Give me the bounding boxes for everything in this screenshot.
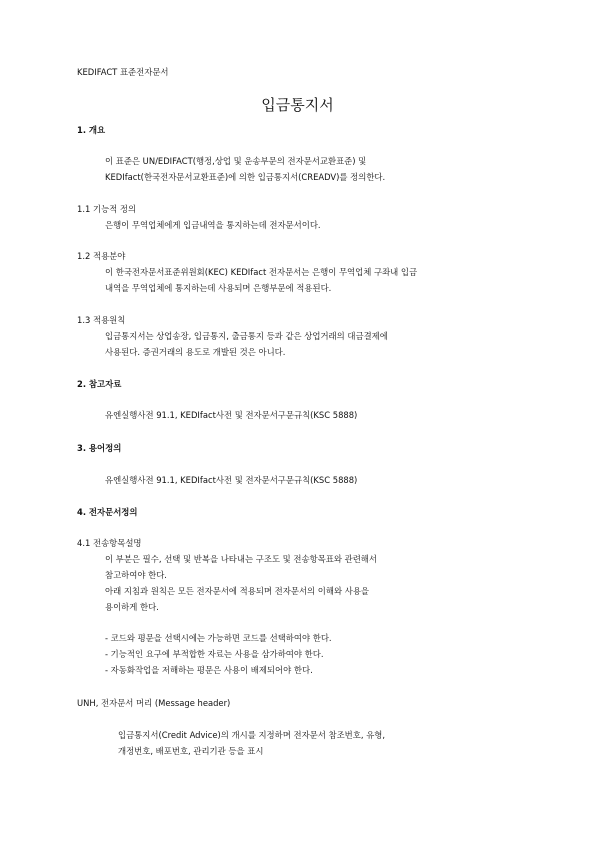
section-4-1-line-4: 용이하게 한다. — [105, 602, 159, 612]
section-1-1-line-1: 은행이 무역업체에게 입금내역을 통지하는데 전자문서이다. — [105, 220, 321, 230]
section-2-heading: 2. 참고자료 — [77, 379, 122, 389]
document-title: 입금통지서 — [261, 96, 334, 114]
section-1-2-line-2: 내역을 무역업체에 통지하는데 사용되며 은행부문에 적용된다. — [105, 283, 332, 293]
section-2-line-1: 유엔실행사전 91.1, KEDIfact사전 및 전자문서구문규칙(KSC 5888) — [105, 410, 358, 420]
section-4-1-heading: 4.1 전송항목설명 — [77, 538, 142, 548]
section-1-1-heading: 1.1 기능적 정의 — [77, 204, 137, 214]
section-4-1-line-1: 이 부분은 필수, 선택 및 반복을 나타내는 구조도 및 전송항목표와 관련해서 — [105, 554, 377, 564]
document-header: KEDIFACT 표준전자문서 — [77, 67, 169, 77]
section-4-1-line-3: 아래 지침과 원칙은 모든 전자문서에 적용되며 전자문서의 이해와 사용을 — [105, 586, 370, 596]
section-1-3-line-2: 사용된다. 증권거래의 용도로 개발된 것은 아니다. — [105, 347, 286, 357]
unh-heading: UNH, 전자문서 머리 (Message header) — [77, 698, 231, 708]
section-4-1-line-2: 참고하여야 한다. — [105, 570, 167, 580]
section-4-heading: 4. 전자문서정의 — [77, 507, 138, 517]
section-1-3-line-1: 입금통지서는 상업송장, 입금통지, 출금통지 등과 같은 상업거래의 대금결제에 — [105, 331, 388, 341]
bullet-item: - 코드와 평문을 선택시에는 가능하면 코드를 선택하여야 한다. — [105, 633, 332, 643]
section-3-heading: 3. 용어정의 — [77, 443, 122, 453]
section-1-2-heading: 1.2 적용분야 — [77, 251, 126, 261]
section-1-3-heading: 1.3 적용원칙 — [77, 315, 126, 325]
section-3-line-1: 유엔실행사전 91.1, KEDIfact사전 및 전자문서구문규칙(KSC 5888) — [105, 475, 358, 485]
section-1-line-1: 이 표준은 UN/EDIFACT(행정,상업 및 운송부문의 전자문서교환표준) 및 — [105, 156, 367, 166]
section-1-heading: 1. 개요 — [77, 125, 106, 135]
bullet-item: - 기능적인 요구에 부적합한 자료는 사용을 삼가하여야 한다. — [105, 649, 324, 659]
bullet-item: - 자동화작업을 저해하는 평문은 사용이 배제되어야 한다. — [105, 665, 313, 675]
section-1-line-2: KEDIfact(한국전자문서교환표준)에 의한 입금통지서(CREADV)를 정의한다. — [105, 172, 386, 182]
unh-line-1: 입금통지서(Credit Advice)의 개시를 지정하며 전자문서 참조번호, 유형, — [118, 730, 386, 740]
section-1-2-line-1: 이 한국전자문서표준위원회(KEC) KEDIfact 전자문서는 은행이 무역업체 구좌내 입금 — [105, 267, 418, 277]
unh-line-2: 개정번호, 배포번호, 관리기관 등을 표시 — [118, 746, 264, 756]
